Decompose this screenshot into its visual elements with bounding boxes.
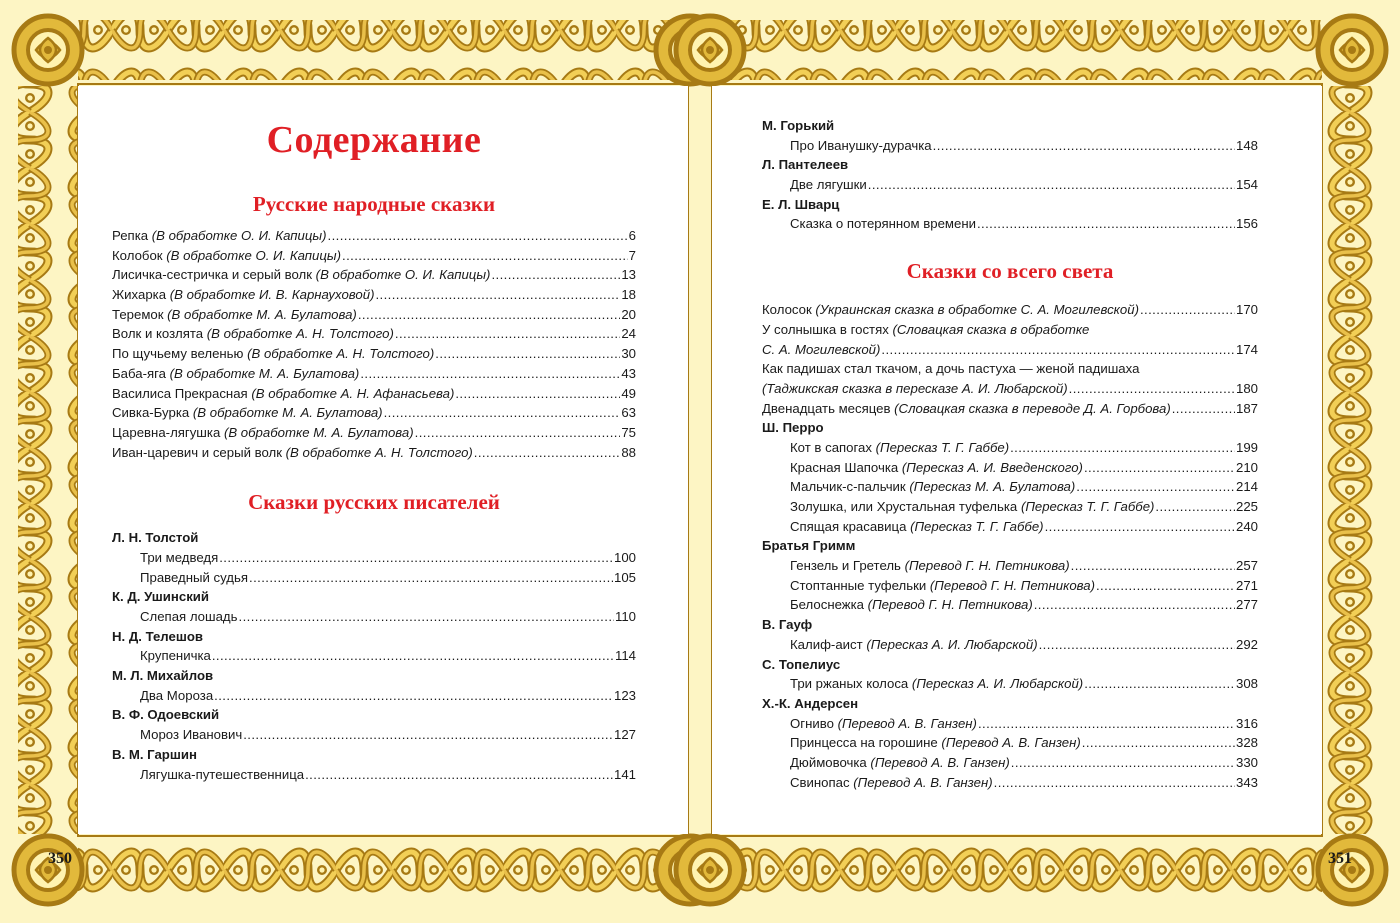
entry-note: (В обработке О. И. Капицы) — [315, 267, 491, 283]
toc-entry — [762, 556, 1258, 576]
entry-note: (В обработке М. А. Булатова) — [223, 424, 414, 440]
dot-leader — [239, 607, 614, 627]
entry-title: Красная Шапочка (Пересказ А. И. Введенского) — [790, 459, 1083, 475]
dot-leader — [328, 226, 628, 246]
left-column — [112, 116, 636, 784]
entry-page-number: 316 — [1235, 715, 1258, 731]
entry-title: Как падишах стал ткачом, а дочь пастуха — женой падишаха — [762, 361, 1140, 377]
entry-title: Мальчик-с-пальчик (Пересказ М. А. Булатова) — [790, 479, 1076, 495]
entry-title: Про Иванушку-дурачка — [790, 137, 932, 153]
entry-title: У солнышка в гостях (Словацкая сказка в обработке — [762, 321, 1090, 337]
entry-title: Свинопас (Перевод А. В. Ганзен) — [790, 774, 993, 790]
entry-title: Слепая лошадь — [140, 609, 238, 624]
entry-page-number: 154 — [1235, 177, 1258, 193]
entry-note: (В обработке И. В. Карнауховой) — [169, 287, 375, 303]
entry-title: Калиф-аист (Пересказ А. И. Любарской) — [790, 636, 1038, 652]
toc-entry — [762, 714, 1258, 734]
entry-note: (Перевод Г. Н. Петникова) — [904, 558, 1070, 574]
entry-note: (В обработке О. И. Капицы) — [151, 228, 327, 243]
entry-page-number: 271 — [1235, 577, 1258, 593]
toc-entry — [112, 403, 636, 423]
entry-page-number: 13 — [621, 267, 636, 283]
dot-leader — [360, 364, 620, 384]
entry-note: (В обработке А. Н. Афанасьева) — [251, 385, 455, 401]
toc-entry — [112, 364, 636, 384]
dot-leader — [243, 725, 613, 745]
entry-page-number: 148 — [1235, 137, 1258, 153]
page-title: Содержание — [266, 119, 482, 161]
entry-note: (В обработке А. Н. Толстого) — [206, 326, 394, 342]
entry-title: Кот в сапогах (Пересказ Т. Г. Габбе) — [790, 439, 1010, 455]
entry-note: (Перевод Г. Н. Петникова) — [867, 597, 1033, 613]
entry-note: (Пересказ М. А. Булатова) — [909, 479, 1076, 495]
dot-leader — [249, 568, 613, 588]
toc-entry — [112, 324, 636, 344]
entry-page-number: 343 — [1235, 774, 1258, 790]
entry-note: (Таджикская сказка в пересказе А. И. Любарской) — [762, 380, 1068, 396]
entry-page-number: 277 — [1235, 597, 1258, 613]
author-name: В. Ф. Одоевский — [112, 707, 220, 723]
toc-entry — [762, 576, 1258, 596]
toc-entry — [112, 246, 636, 266]
entry-note: (В обработке А. Н. Толстого) — [247, 346, 435, 362]
entry-title: Праведный судья — [140, 569, 248, 585]
entry-page-number: 328 — [1235, 735, 1258, 751]
dot-leader — [977, 214, 1235, 234]
right-column — [762, 116, 1258, 792]
toc-entry — [112, 226, 636, 246]
entry-title: Лисичка-сестричка и серый волк (В обработке О. И. Капицы) — [112, 267, 491, 283]
entry-page-number: 88 — [621, 444, 636, 460]
toc-entry — [762, 635, 1258, 655]
dot-leader — [214, 686, 613, 706]
entry-page-number: 257 — [1235, 558, 1258, 574]
entry-title: Волк и козлята (В обработке А. Н. Толстого) — [112, 326, 394, 342]
entry-title: Жихарка (В обработке И. В. Карнауховой) — [112, 287, 375, 303]
toc-entry — [112, 725, 636, 745]
entry-page-number: 187 — [1235, 400, 1258, 416]
entry-note: (В обработке А. Н. Толстого) — [285, 444, 473, 460]
entry-note: (В обработке М. А. Булатова) — [169, 365, 360, 381]
entry-title: Василиса Прекрасная (В обработке А. Н. Афанасьева) — [112, 385, 455, 401]
entry-title: Дюймовочка (Перевод А. В. Ганзен) — [790, 754, 1010, 770]
entry-title — [762, 379, 1068, 399]
author-name: К. Д. Ушинский — [112, 589, 210, 605]
entry-page-number: 210 — [1235, 459, 1258, 475]
entry-page-number: 75 — [621, 424, 636, 440]
dot-leader — [1069, 379, 1235, 399]
dot-leader — [1039, 635, 1235, 655]
entry-page-number: 240 — [1235, 518, 1258, 534]
entry-title: Теремок (В обработке М. А. Булатова) — [112, 306, 357, 322]
dot-leader — [474, 443, 621, 463]
entry-note: (Пересказ А. И. Введенского) — [901, 459, 1083, 475]
entry-page-number: 114 — [614, 648, 636, 664]
entry-page-number: 174 — [1235, 341, 1258, 357]
entry-note: (Словацкая сказка в переводе Д. А. Горбова) — [894, 400, 1171, 416]
dot-leader — [212, 646, 614, 666]
author-name: Х.-К. Андерсен — [762, 695, 859, 711]
author-name: Е. Л. Шварц — [762, 196, 840, 212]
author-name: М. Горький — [762, 118, 835, 133]
entry-note: (В обработке О. И. Капицы) — [166, 247, 342, 263]
toc-entry — [762, 175, 1258, 195]
toc-entry — [762, 497, 1258, 517]
toc-entry — [762, 595, 1258, 615]
entry-note: (Украинская сказка в обработке С. А. Могилевской) — [815, 302, 1139, 318]
section-title-russian-writers: Сказки русских писателей — [248, 490, 500, 515]
entry-page-number: 308 — [1235, 676, 1258, 692]
dot-leader — [435, 344, 620, 364]
entry-title: Царевна-лягушка (В обработке М. А. Булатова) — [112, 424, 414, 440]
entry-page-number: 141 — [613, 766, 636, 782]
entry-page-number: 18 — [621, 287, 636, 303]
entry-page-number: 110 — [614, 609, 636, 624]
entry-title: Спящая красавица (Пересказ Т. Г. Габбе) — [790, 518, 1044, 534]
entry-title: Мороз Иванович — [140, 727, 243, 743]
toc-entry — [762, 340, 1258, 360]
toc-entry — [762, 674, 1258, 694]
toc-entry — [762, 517, 1258, 537]
entry-title: Огниво (Перевод А. В. Ганзен) — [790, 715, 977, 731]
dot-leader — [375, 285, 620, 305]
entry-page-number: 100 — [613, 549, 636, 565]
world-tales-list — [762, 300, 1258, 792]
author-name: М. Л. Михайлов — [112, 668, 214, 684]
entry-page-number: 180 — [1235, 380, 1258, 396]
author-name: Братья Гримм — [762, 538, 856, 554]
author-name: В. М. Гаршин — [112, 746, 197, 762]
toc-entry — [762, 477, 1258, 497]
toc-entry — [762, 379, 1258, 399]
entry-note: (Перевод А. В. Ганзен) — [837, 715, 977, 731]
dot-leader — [881, 340, 1235, 360]
dot-leader — [415, 423, 621, 443]
page-number-right: 351 — [1328, 850, 1352, 867]
dot-leader — [358, 305, 620, 325]
entry-page-number: 214 — [1235, 479, 1258, 495]
entry-page-number: 24 — [621, 326, 636, 342]
toc-entry — [762, 214, 1258, 234]
toc-entry — [112, 344, 636, 364]
entry-page-number: 30 — [621, 346, 636, 362]
entry-title — [762, 340, 880, 360]
dot-leader — [868, 175, 1235, 195]
author-name: В. Гауф — [762, 617, 813, 633]
dot-leader — [978, 714, 1235, 734]
entry-title: Колосок (Украинская сказка в обработке С. А. Могилевской) — [762, 302, 1139, 318]
toc-entry — [112, 423, 636, 443]
entry-page-number: 156 — [1235, 216, 1258, 232]
entry-title: Золушка, или Хрустальная туфелька (Пересказ Т. Г. Габбе) — [790, 499, 1155, 514]
entry-title: Две лягушки — [790, 177, 867, 193]
entry-note: (Перевод Г. Н. Петникова) — [929, 577, 1095, 593]
entry-page-number: 105 — [613, 569, 636, 585]
entry-title: Три ржаных колоса (Пересказ А. И. Любарской) — [790, 676, 1084, 692]
entry-title: Двенадцать месяцев (Словацкая сказка в переводе Д. А. Горбова) — [762, 400, 1171, 416]
toc-entry — [762, 359, 1258, 379]
entry-title: Крупеничка — [140, 648, 211, 664]
dot-leader — [305, 765, 613, 785]
dot-leader — [1034, 595, 1235, 615]
dot-leader — [1011, 753, 1235, 773]
author-name: Л. Пантелеев — [762, 157, 849, 173]
toc-entry — [112, 443, 636, 463]
section-title-world-tales: Сказки со всего света — [906, 259, 1114, 284]
entry-note: (В обработке М. А. Булатова) — [192, 405, 383, 421]
dot-leader — [1140, 300, 1235, 320]
toc-entry — [762, 438, 1258, 458]
dot-leader — [491, 265, 620, 285]
toc-entry — [112, 686, 636, 706]
entry-title: Белоснежка (Перевод Г. Н. Петникова) — [790, 597, 1033, 613]
author-name: Л. Н. Толстой — [112, 530, 199, 546]
folk-tales-list — [112, 226, 636, 462]
entry-title: Принцесса на горошине (Перевод А. В. Ганзен) — [790, 735, 1081, 751]
entry-note: С. А. Могилевской) — [762, 341, 881, 357]
entry-page-number: 20 — [621, 306, 636, 322]
russian-writers-list — [112, 528, 636, 784]
entry-title: Лягушка-путешественница — [140, 766, 305, 782]
entry-title: Стоптанные туфельки (Перевод Г. Н. Петникова) — [790, 577, 1095, 593]
entry-page-number: 199 — [1235, 439, 1258, 455]
entry-title: Колобок (В обработке О. И. Капицы) — [112, 247, 342, 263]
toc-entry — [762, 733, 1258, 753]
toc-entry — [112, 646, 636, 666]
entry-title: Сивка-Бурка (В обработке М. А. Булатова) — [112, 405, 383, 421]
entry-title: Иван-царевич и серый волк (В обработке А. Н. Толстого) — [112, 444, 473, 460]
entry-title: Гензель и Гретель (Перевод Г. Н. Петникова) — [790, 558, 1070, 574]
entry-page-number: 6 — [628, 228, 636, 243]
entry-note: (Пересказ Т. Г. Габбе) — [1020, 499, 1155, 514]
dot-leader — [384, 403, 621, 423]
entry-page-number: 123 — [613, 687, 636, 703]
dot-leader — [1084, 458, 1235, 478]
entry-page-number: 225 — [1235, 499, 1258, 514]
toc-entry — [762, 136, 1258, 156]
author-name: С. Топелиус — [762, 656, 841, 672]
dot-leader — [342, 246, 628, 266]
dot-leader — [1010, 438, 1235, 458]
toc-entry — [112, 568, 636, 588]
entry-title: Три медведя — [140, 549, 219, 565]
dot-leader — [933, 136, 1235, 156]
entry-page-number: 63 — [621, 405, 636, 421]
toc-entry — [762, 753, 1258, 773]
toc-entry — [112, 765, 636, 785]
dot-leader — [219, 548, 613, 568]
toc-entry — [762, 773, 1258, 793]
toc-entry — [762, 458, 1258, 478]
entry-note: (Перевод А. В. Ганзен) — [870, 754, 1010, 770]
dot-leader — [1155, 497, 1235, 517]
entry-title: Репка (В обработке О. И. Капицы) — [112, 228, 327, 243]
toc-entry — [112, 305, 636, 325]
entry-note: (Словацкая сказка в обработке — [892, 321, 1090, 337]
toc-entry — [112, 607, 636, 627]
page-number-left: 350 — [48, 850, 72, 867]
toc-entry — [762, 399, 1258, 419]
author-name: Ш. Перро — [762, 420, 824, 436]
dot-leader — [1045, 517, 1235, 537]
dot-leader — [1071, 556, 1235, 576]
entry-title: По щучьему веленью (В обработке А. Н. Толстого) — [112, 346, 435, 362]
author-name: Н. Д. Телешов — [112, 628, 203, 644]
entry-page-number: 330 — [1235, 754, 1258, 770]
toc-entry — [762, 320, 1258, 340]
russian-writers-continued — [762, 116, 1258, 234]
entry-title: Сказка о потерянном времени — [790, 216, 976, 232]
entry-note: (Перевод А. В. Ганзен) — [941, 735, 1081, 751]
section-title-folk-tales: Русские народные сказки — [252, 192, 496, 216]
dot-leader — [994, 773, 1235, 793]
dot-leader — [1076, 477, 1235, 497]
dot-leader — [1096, 576, 1235, 596]
toc-entry — [112, 265, 636, 285]
toc-entry — [112, 285, 636, 305]
entry-title: Баба-яга (В обработке М. А. Булатова) — [112, 365, 360, 381]
entry-note: (Перевод А. В. Ганзен) — [853, 774, 993, 790]
entry-note: (Пересказ А. И. Любарской) — [911, 676, 1084, 692]
dot-leader — [395, 324, 620, 344]
entry-note: (Пересказ Т. Г. Габбе) — [875, 439, 1010, 455]
entry-page-number: 127 — [613, 727, 636, 743]
entry-page-number: 292 — [1235, 636, 1258, 652]
toc-entry — [112, 384, 636, 404]
entry-page-number: 43 — [621, 365, 636, 381]
dot-leader — [1172, 399, 1235, 419]
entry-page-number: 7 — [628, 247, 636, 263]
entry-title: Два Мороза — [140, 687, 214, 703]
entry-note: (В обработке М. А. Булатова) — [167, 306, 357, 322]
entry-note: (Пересказ Т. Г. Габбе) — [910, 518, 1044, 534]
dot-leader — [1084, 674, 1235, 694]
entry-note: (Пересказ А. И. Любарской) — [866, 636, 1038, 652]
dot-leader — [1082, 733, 1235, 753]
entry-page-number: 170 — [1235, 302, 1258, 318]
toc-entry — [112, 548, 636, 568]
entry-page-number: 49 — [621, 385, 636, 401]
dot-leader — [455, 384, 620, 404]
toc-entry — [762, 300, 1258, 320]
